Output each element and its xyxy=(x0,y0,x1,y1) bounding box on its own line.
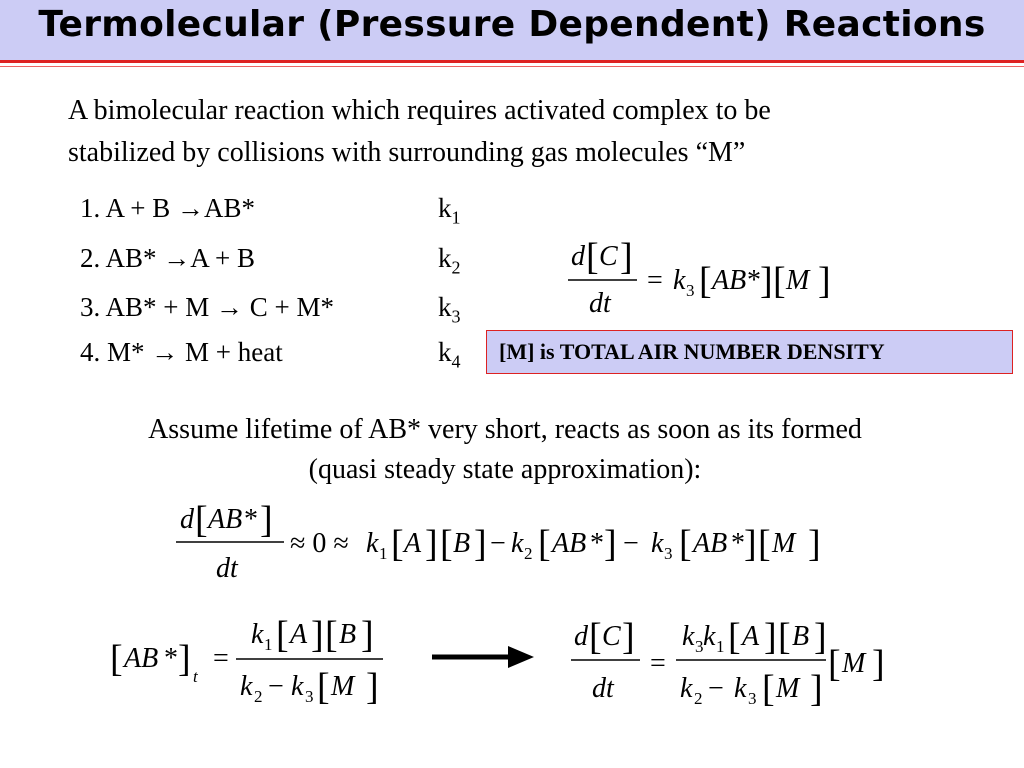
svg-text:[: [ xyxy=(778,616,791,658)
steady-state-equation xyxy=(176,499,821,584)
svg-text:AB: AB xyxy=(208,504,243,535)
svg-text:*: * xyxy=(164,643,178,674)
assumption-line-1: Assume lifetime of AB* very short, reacts as soon as its formed xyxy=(148,414,862,445)
svg-text:]: ] xyxy=(361,614,374,656)
rate-constant-3: $k_3$ xyxy=(438,292,461,327)
svg-text:M: M xyxy=(842,648,866,679)
svg-text:]: ] xyxy=(620,236,633,278)
svg-text:*: * xyxy=(731,528,745,559)
svg-text:]: ] xyxy=(744,523,757,565)
svg-text:AB: AB xyxy=(552,528,587,559)
svg-text:A: A xyxy=(404,528,422,559)
svg-text:k: k xyxy=(703,621,716,652)
svg-text:AB: AB xyxy=(124,643,159,674)
reaction-3: 3. AB* + M → C + M* xyxy=(80,292,334,322)
svg-text:[: [ xyxy=(828,643,841,685)
svg-text:=: = xyxy=(650,648,666,679)
svg-text:[: [ xyxy=(773,260,786,302)
svg-text:M: M xyxy=(786,265,810,296)
svg-text:]: ] xyxy=(178,638,191,680)
svg-text:k: k xyxy=(734,673,747,704)
svg-text:]: ] xyxy=(814,616,827,658)
svg-text:d: d xyxy=(180,504,194,535)
svg-text:[: [ xyxy=(391,523,404,565)
svg-text:=: = xyxy=(647,265,663,296)
svg-text:1: 1 xyxy=(379,544,388,563)
svg-text:]: ] xyxy=(810,668,823,710)
svg-text:[: [ xyxy=(589,616,602,658)
svg-text:]: ] xyxy=(622,616,635,658)
svg-text:k: k xyxy=(682,621,695,652)
svg-text:≈ 0 ≈: ≈ 0 ≈ xyxy=(290,528,349,559)
svg-text:k: k xyxy=(240,671,253,702)
reaction-2: 2. AB* →A + B xyxy=(80,243,256,273)
intro-line-1: A bimolecular reaction which requires activated complex to be xyxy=(68,95,771,126)
implies-arrow xyxy=(432,646,534,668)
svg-text:[: [ xyxy=(325,614,338,656)
rate-constant-4: $k_4$ xyxy=(438,337,461,372)
svg-text:[: [ xyxy=(440,523,453,565)
svg-text:[: [ xyxy=(758,523,771,565)
svg-text:A: A xyxy=(290,619,308,650)
title-rule-thin xyxy=(0,66,1024,67)
svg-text:k: k xyxy=(291,671,304,702)
svg-text:[: [ xyxy=(762,668,775,710)
svg-text:−: − xyxy=(490,528,506,559)
svg-text:]: ] xyxy=(260,499,273,541)
rate-constant-2: $k_2$ xyxy=(438,243,461,278)
svg-text:]: ] xyxy=(474,523,487,565)
svg-text:]: ] xyxy=(764,616,777,658)
svg-text:3: 3 xyxy=(695,637,704,656)
svg-text:]: ] xyxy=(604,523,617,565)
svg-text:[: [ xyxy=(195,499,208,541)
svg-text:−: − xyxy=(623,528,639,559)
svg-text:B: B xyxy=(792,621,810,652)
svg-text:B: B xyxy=(339,619,357,650)
final-rate-equation xyxy=(571,616,885,710)
svg-text:1: 1 xyxy=(716,637,725,656)
assumption-line-2: (quasi steady state approximation): xyxy=(308,454,702,485)
svg-text:[: [ xyxy=(679,523,692,565)
svg-text:k: k xyxy=(511,528,524,559)
svg-text:[: [ xyxy=(699,260,712,302)
svg-text:*: * xyxy=(590,528,604,559)
svg-text:dt: dt xyxy=(592,673,614,704)
svg-text:]: ] xyxy=(808,523,821,565)
svg-text:3: 3 xyxy=(305,687,314,706)
svg-text:[: [ xyxy=(276,614,289,656)
svg-text:3: 3 xyxy=(748,689,757,708)
svg-text:d: d xyxy=(571,241,585,272)
note-text: [M] is TOTAL AIR NUMBER DENSITY xyxy=(499,339,885,364)
svg-text:AB: AB xyxy=(693,528,728,559)
svg-text:[: [ xyxy=(728,616,741,658)
svg-text:k: k xyxy=(366,528,379,559)
svg-text:k: k xyxy=(651,528,664,559)
svg-text:]: ] xyxy=(760,260,773,302)
svg-text:M: M xyxy=(772,528,796,559)
svg-text:C: C xyxy=(599,241,618,272)
svg-text:]: ] xyxy=(311,614,324,656)
svg-text:AB: AB xyxy=(712,265,747,296)
svg-text:dt: dt xyxy=(216,553,238,584)
svg-text:A: A xyxy=(742,621,760,652)
intro-line-2: stabilized by collisions with surrounding gas molecules “M” xyxy=(68,137,746,168)
title-rule xyxy=(0,60,1024,63)
svg-text:k: k xyxy=(680,673,693,704)
ab-star-concentration-equation xyxy=(110,614,383,708)
svg-text:dt: dt xyxy=(589,288,611,319)
note-box xyxy=(486,330,1013,374)
assumption-text xyxy=(40,410,970,490)
slide-title: Termolecular (Pressure Dependent) Reactions xyxy=(38,4,986,45)
reaction-1: 1. A + B →AB* xyxy=(80,193,256,223)
svg-text:M: M xyxy=(776,673,800,704)
svg-text:*: * xyxy=(244,504,258,535)
svg-text:[: [ xyxy=(110,638,123,680)
intro-text xyxy=(68,90,968,174)
svg-text:−: − xyxy=(708,673,724,704)
svg-text:2: 2 xyxy=(254,687,263,706)
svg-text:]: ] xyxy=(872,643,885,685)
svg-text:=: = xyxy=(213,643,229,674)
svg-text:−: − xyxy=(268,671,284,702)
svg-text:]: ] xyxy=(425,523,438,565)
svg-text:3: 3 xyxy=(664,544,673,563)
svg-text:[: [ xyxy=(538,523,551,565)
svg-text:d: d xyxy=(574,621,588,652)
rate-constant-1: $k_1$ xyxy=(438,193,461,228)
svg-text:1: 1 xyxy=(264,635,273,654)
svg-text:2: 2 xyxy=(694,689,703,708)
svg-text:*: * xyxy=(747,265,761,296)
svg-text:2: 2 xyxy=(524,544,533,563)
svg-text:M: M xyxy=(331,671,355,702)
reaction-4: 4. M* → M + heat xyxy=(80,337,283,367)
rate-of-c-equation xyxy=(568,236,831,319)
svg-text:[: [ xyxy=(586,236,599,278)
svg-text:]: ] xyxy=(818,260,831,302)
svg-text:k: k xyxy=(673,265,686,296)
svg-text:C: C xyxy=(602,621,621,652)
svg-text:k: k xyxy=(251,619,264,650)
svg-text:3: 3 xyxy=(686,281,695,300)
svg-text:]: ] xyxy=(366,666,379,708)
svg-text:t: t xyxy=(193,667,198,686)
svg-text:B: B xyxy=(453,528,471,559)
svg-text:[: [ xyxy=(317,666,330,708)
